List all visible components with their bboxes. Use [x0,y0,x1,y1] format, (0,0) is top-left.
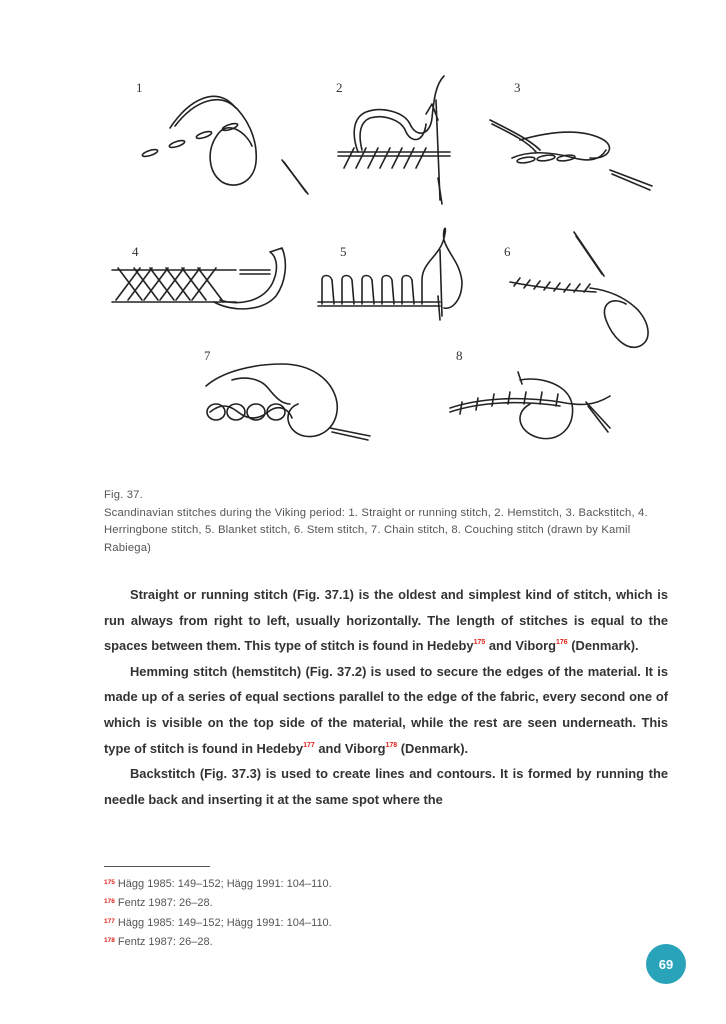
paragraph-hemstitch [104,659,668,761]
figure-number-3: 3 [514,80,521,95]
stem-stitch-drawing [510,232,648,347]
footnote-number: 176 [104,898,115,906]
paragraph-text: (Denmark). [397,740,469,756]
footnote-text: Fentz 1987: 26–28. [117,935,213,948]
footnote-ref[interactable]: 177 [303,741,315,749]
page-number-badge: 69 [646,944,686,984]
figure-caption [104,487,674,557]
blanket-stitch-drawing [318,228,462,320]
hemstitch-drawing [338,76,450,204]
footnote-ref[interactable]: 176 [555,639,568,647]
footnote-text: Hägg 1985: 149–152; Hägg 1991: 104–110. [117,878,332,890]
herringbone-drawing [112,248,285,309]
footnote-number: 175 [104,879,115,886]
caption-title: Fig. 37. [104,489,143,501]
figure-number-7: 7 [204,348,211,363]
paragraph-text: Hemming stitch (hemstitch) (Fig. 37.2) is used to secure the edges of the material. It is made up of a series of equal sections parallel to the edge of the fabric, every second one of which is visible on the top side of the material, while the rest are seen underneath. This type of stitch is found in Hedeby [104,663,668,756]
backstitch-drawing [490,120,652,190]
footnote-number: 177 [104,917,115,925]
body-text [104,582,668,812]
footnote-item [104,932,504,951]
paragraph-text: and Viborg [485,638,556,654]
caption-text: Scandinavian stitches during the Viking period: 1. Straight or running stitch, 2. Hemstitch, 3. Backstitch, 4. Herringbone stitch, 5. Blanket stitch, 6. Stem stitch, 7. Chain stitch, 8. Couching stitch (drawn by Kamil Rabiega) [104,506,648,554]
stitch-figure [0,0,726,480]
figure-number-6: 6 [504,244,511,259]
figure-number-4: 4 [132,244,139,259]
paragraph-text: Straight or running stitch (Fig. 37.1) is the oldest and simplest kind of stitch, which is run always from right to left, usually horizontally. The length of stitches is equal to the spaces between them. This type of stitch is found in Hedeby [104,587,668,654]
running-stitch-drawing [142,96,308,194]
figure-number-5: 5 [340,244,347,259]
footnote-item [104,913,504,932]
figure-number-2: 2 [336,80,343,95]
paragraph-text: Backstitch (Fig. 37.3) is used to create lines and contours. It is formed by running the needle back and inserting it at the same spot where the [104,766,668,807]
footnote-text: Hägg 1985: 149–152; Hägg 1991: 104–110. [117,916,332,929]
footnote-ref[interactable]: 178 [385,741,398,749]
figure-number-1: 1 [136,80,143,95]
couching-stitch-drawing [450,372,610,439]
footnote-text: Fentz 1987: 26–28. [117,897,213,910]
footnote-item [104,874,504,893]
paragraph-text: (Denmark). [567,638,639,654]
paragraph-running-stitch [104,582,668,659]
footnote-number: 178 [104,936,115,944]
footnote-ref[interactable]: 175 [473,639,486,647]
figure-number-8: 8 [456,348,463,363]
footnote-item [104,893,504,912]
chain-stitch-drawing [206,364,370,440]
paragraph-backstitch [104,761,668,812]
paragraph-text: and Viborg [314,740,386,756]
footnote-divider [104,866,210,867]
footnotes [104,874,504,951]
